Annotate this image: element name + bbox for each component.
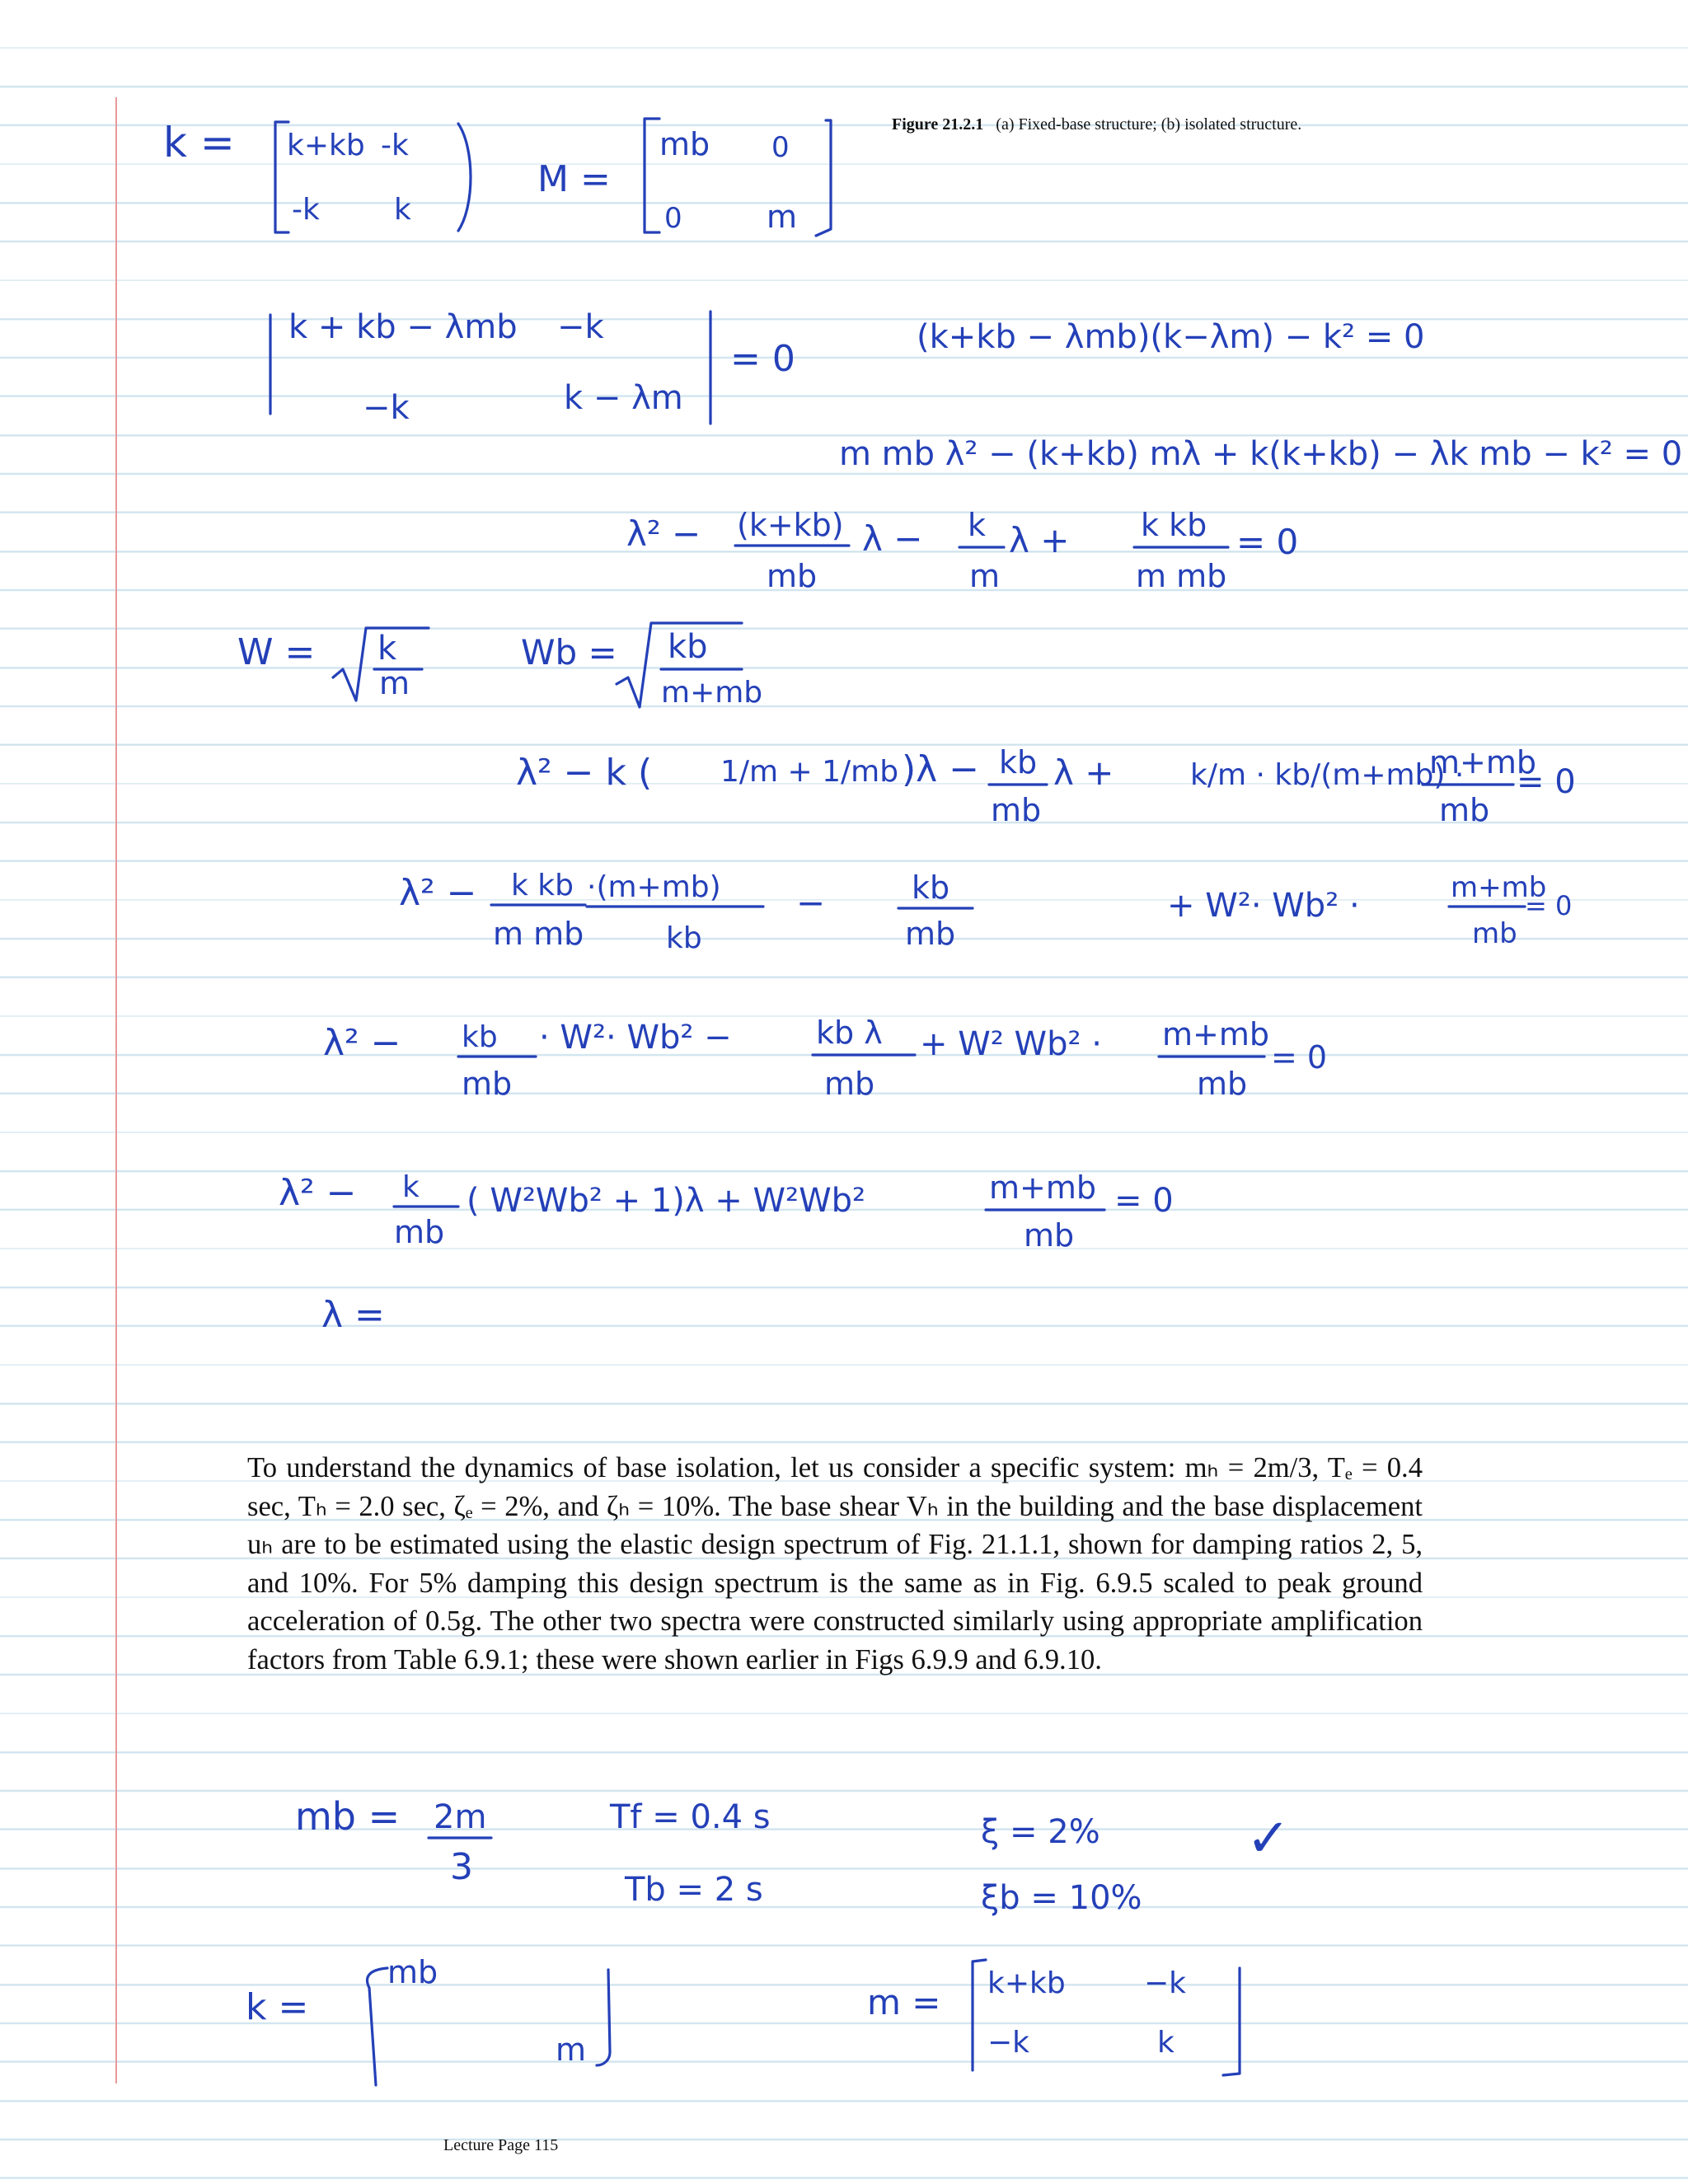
eq4-kb-numerator: kb (999, 744, 1038, 780)
eq6-kb-lambda-numerator: kb λ (816, 1015, 883, 1051)
page-label: Lecture Page 115 (443, 2136, 559, 2154)
eq4-mass-ratio-numerator: m+mb (1429, 744, 1536, 780)
determinant-entry-12: −k (557, 308, 604, 346)
eq4-close-lambda: )λ − (902, 748, 980, 790)
eq6-mass-ratio-numerator: m+mb (1162, 1016, 1269, 1052)
eq6-mass-ratio-denominator: mb (1197, 1066, 1248, 1102)
bottom-k-entry-22: m (556, 2032, 587, 2068)
textbook-excerpt (247, 1449, 1423, 1679)
bottom-k-label: k = (246, 1986, 309, 2028)
tb-given: Tb = 2 s (625, 1871, 763, 1909)
omega-label: W = (237, 631, 316, 673)
eq5-mass-sum-numerator: ·(m+mb) (587, 870, 721, 904)
eq5-kb-denominator: kb (666, 921, 702, 955)
eq3-equals-zero: = 0 (1236, 522, 1299, 562)
mb-given-denominator: 3 (450, 1846, 473, 1888)
k-matrix-right-bracket (458, 124, 471, 231)
eq6-mb-denominator: mb (462, 1066, 513, 1102)
mb-given-label: mb = (295, 1794, 401, 1839)
determinant-entry-11: k + kb − λmb (288, 308, 518, 346)
characteristic-equation-2: m mb λ² − (k+kb) mλ + k(k+kb) − λk mb − k² = 0 (839, 435, 1683, 473)
eq4-product-term: k/m · kb/(m+mb) · (1190, 758, 1465, 792)
omega-numerator: k (377, 630, 397, 668)
bottom-m-right-bracket (1223, 1968, 1240, 2075)
eq5-mass-ratio-numerator: m+mb (1451, 871, 1547, 904)
xi-b-given: ξb = 10% (981, 1879, 1142, 1917)
eq3-mmb-denominator: m mb (1136, 558, 1227, 594)
eq7-mass-ratio-denominator: mb (1024, 1217, 1075, 1254)
k-matrix-entry-21: -k (292, 193, 320, 227)
eq3-term-numerator: (k+kb) (737, 507, 844, 543)
eq5-minus: − (796, 883, 826, 923)
omega-denominator: m (379, 665, 410, 701)
eq6-equals-zero: = 0 (1271, 1039, 1328, 1076)
tf-given: Tf = 0.4 s (610, 1798, 771, 1836)
lambda-equals: λ = (321, 1294, 385, 1336)
eq3-k-numerator: k (968, 507, 987, 543)
m-matrix-label: M = (537, 158, 611, 200)
figure-caption-text: (a) Fixed-base structure; (b) isolated structure. (996, 115, 1302, 134)
determinant-entry-22: k − λm (564, 379, 683, 417)
eq6-omega-product-minus: · W²· Wb² − (539, 1019, 732, 1057)
bottom-m-entry-21: −k (987, 2026, 1030, 2060)
m-matrix-entry-21: 0 (664, 202, 682, 235)
m-matrix-left-bracket (645, 119, 659, 232)
bottom-m-left-bracket (973, 1960, 986, 2070)
eq3-m-denominator: m (969, 558, 1001, 594)
m-matrix-entry-11: mb (659, 126, 710, 162)
eq7-k-numerator: k (402, 1170, 420, 1204)
omega-b-numerator: kb (668, 628, 708, 666)
eq4-lambda-plus: λ + (1053, 752, 1114, 793)
eq5-mmb-denominator: m mb (493, 916, 584, 952)
characteristic-equation-1: (k+kb − λmb)(k−λm) − k² = 0 (917, 318, 1425, 356)
eq5-mass-ratio-denominator: mb (1472, 917, 1517, 950)
eq5-kkb-numerator: k kb (511, 869, 574, 902)
eq6-lambda-squared: λ² − (323, 1022, 401, 1064)
k-matrix-label: k = (163, 119, 235, 166)
eq4-mb-denominator: mb (991, 792, 1042, 828)
eq7-main-term: ( W²Wb² + 1)λ + W²Wb² (467, 1182, 866, 1220)
eq6-mb-den: mb (824, 1066, 875, 1102)
k-matrix-entry-12: -k (381, 129, 409, 162)
eq4-mass-ratio-denominator: mb (1439, 792, 1490, 828)
eq5-equals-zero: = 0 (1525, 890, 1573, 921)
figure-label: Figure 21.2.1 (892, 115, 984, 134)
eq6-kb-numerator: kb (462, 1020, 498, 1054)
eq4-equals-zero: = 0 (1517, 763, 1576, 801)
eq6-omega-plus: + W² Wb² · (920, 1025, 1102, 1063)
eq7-mass-ratio-numerator: m+mb (989, 1169, 1096, 1206)
eq7-mb-denominator: mb (394, 1214, 445, 1250)
eq4-lambda-k: λ² − k ( (516, 752, 653, 794)
eq7-lambda-squared: λ² − (279, 1172, 357, 1214)
eq5-kb-num: kb (912, 869, 950, 906)
eq5-lambda-squared: λ² − (399, 872, 477, 914)
bottom-m-entry-11: k+kb (987, 1966, 1066, 2000)
determinant-entry-21: −k (363, 389, 410, 427)
xi-f-given: ξ = 2% (981, 1813, 1100, 1851)
eq7-equals-zero: = 0 (1114, 1182, 1174, 1220)
eq4-reciprocal-sum: 1/m + 1/mb (720, 755, 899, 789)
bottom-m-label: m = (867, 1982, 941, 2022)
determinant-equals-zero: = 0 (730, 338, 795, 380)
m-matrix-right-bracket (816, 120, 831, 236)
bottom-k-right-bracket (597, 1970, 610, 2065)
bottom-m-entry-12: −k (1144, 1966, 1187, 2000)
k-matrix-entry-22: k (394, 193, 411, 227)
mb-given-numerator: 2m (434, 1798, 487, 1836)
bottom-k-left-bracket (368, 1968, 387, 2085)
omega-b-label: Wb = (521, 632, 617, 673)
textbook-paragraph: To understand the dynamics of base isolation, let us consider a specific system: mₕ = 2m/3, Tₑ = 0.4 sec, Tₕ = 2.0 sec, ζₑ = 2%, and ζₕ = 10%. The base shear Vₕ in the building and the base displacement uₕ are to be estimated using the elastic design spectrum of Fig. 21.1.1, shown for damping ratios 2, 5, and 10%. For 5% damping this design spectrum is the same as in Fig. 6.9.5 scaled to peak ground acceleration of 0.5g. The other two spectra were constructed similarly using appropriate amplification factors from Table 6.9.1; these were shown earlier in Figs 6.9.9 and 6.9.10. (247, 1452, 1423, 1675)
eq5-omega-product: + W²· Wb² · (1167, 887, 1360, 925)
bottom-m-entry-22: k (1157, 2026, 1175, 2060)
omega-b-denominator: m+mb (661, 676, 763, 710)
m-matrix-entry-22: m (767, 199, 798, 235)
eq3-kkb-numerator: k kb (1141, 507, 1207, 543)
eq3-lambda-plus: λ + (1009, 520, 1070, 560)
eq3-term-denominator: mb (767, 558, 818, 594)
m-matrix-entry-12: 0 (771, 131, 790, 164)
eq3-lambda-minus: λ − (862, 518, 923, 559)
eq3-lambda-squared: λ² − (626, 513, 701, 554)
k-matrix-entry-11: k+kb (287, 129, 365, 162)
bottom-k-entry-11: mb (387, 1954, 438, 1990)
eq5-mb-den: mb (905, 916, 956, 952)
check-mark-icon: ✓ (1246, 1808, 1291, 1869)
